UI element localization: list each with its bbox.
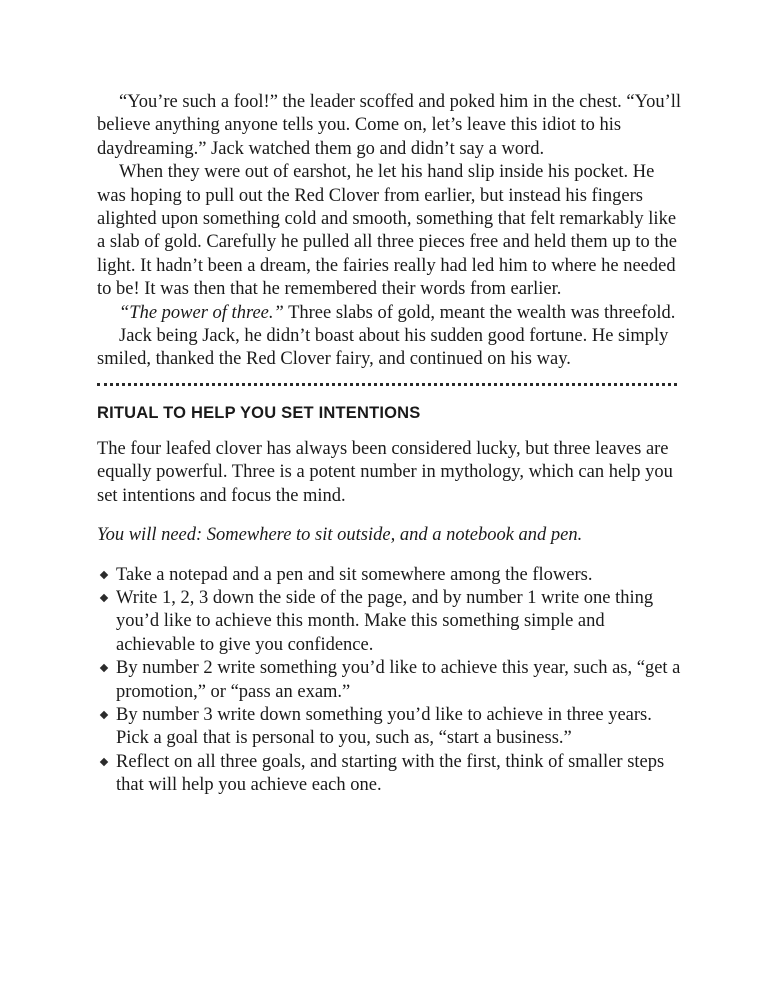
story-paragraph-1: “You’re such a fool!” the leader scoffed and poked him in the chest. “You’ll believe anything anyone tells you. Come on, let’s leave this idiot to his daydreaming.” Jack watched them go and didn’t say a word. bbox=[97, 92, 682, 159]
step-text: Take a notepad and a pen and sit somewhere among the flowers. bbox=[116, 564, 593, 585]
list-item bbox=[97, 564, 687, 587]
dotted-divider bbox=[97, 383, 677, 386]
list-item bbox=[97, 704, 687, 751]
list-item bbox=[97, 751, 687, 798]
ritual-steps-list bbox=[97, 564, 687, 798]
ritual-needs: You will need: Somewhere to sit outside, and a notebook and pen. bbox=[97, 525, 583, 546]
book-page bbox=[97, 91, 687, 798]
diamond-bullet-icon bbox=[100, 711, 108, 719]
story-quote-rest: Three slabs of gold, meant the wealth was threefold. bbox=[283, 302, 676, 323]
ritual-intro: The four leafed clover has always been considered lucky, but three leaves are equally powerful. Three is a potent number in mythology, which can help you set intentions and focus the mind. bbox=[97, 438, 673, 506]
step-text: Write 1, 2, 3 down the side of the page, and by number 1 write one thing you’d like to achieve this month. Make this something simple and achievable to give you confidence. bbox=[116, 587, 654, 655]
story-paragraph-3 bbox=[97, 302, 687, 325]
step-text: By number 3 write down something you’d like to achieve in three years. Pick a goal that is personal to you, such as, “start a business.” bbox=[116, 704, 652, 749]
list-item bbox=[97, 587, 687, 657]
diamond-bullet-icon bbox=[100, 664, 108, 672]
story-paragraph-2: When they were out of earshot, he let his hand slip inside his pocket. He was hoping to pull out the Red Clover from earlier, but instead his fingers alighted upon something cold and smooth, something that felt remarkably like a slab of gold. Carefully he pulled all three pieces free and held them up to the light. It hadn’t been a dream, the fairies really had led him to where he needed to be! It was then that he remembered their words from earlier. bbox=[97, 162, 677, 300]
list-item bbox=[97, 657, 687, 704]
step-text: Reflect on all three goals, and starting with the first, think of smaller steps that will help you achieve each one. bbox=[116, 751, 665, 796]
diamond-bullet-icon bbox=[100, 570, 108, 578]
story-paragraph-4: Jack being Jack, he didn’t boast about his sudden good fortune. He simply smiled, thanked the Red Clover fairy, and continued on his way. bbox=[97, 326, 669, 370]
story-section bbox=[97, 91, 687, 372]
step-text: By number 2 write something you’d like to achieve this year, such as, “get a promotion,” or “pass an exam.” bbox=[116, 658, 681, 702]
diamond-bullet-icon bbox=[100, 594, 108, 602]
section-heading: RITUAL TO HELP YOU SET INTENTIONS bbox=[97, 403, 421, 422]
story-quote: “The power of three.” bbox=[119, 302, 284, 323]
diamond-bullet-icon bbox=[100, 758, 108, 766]
